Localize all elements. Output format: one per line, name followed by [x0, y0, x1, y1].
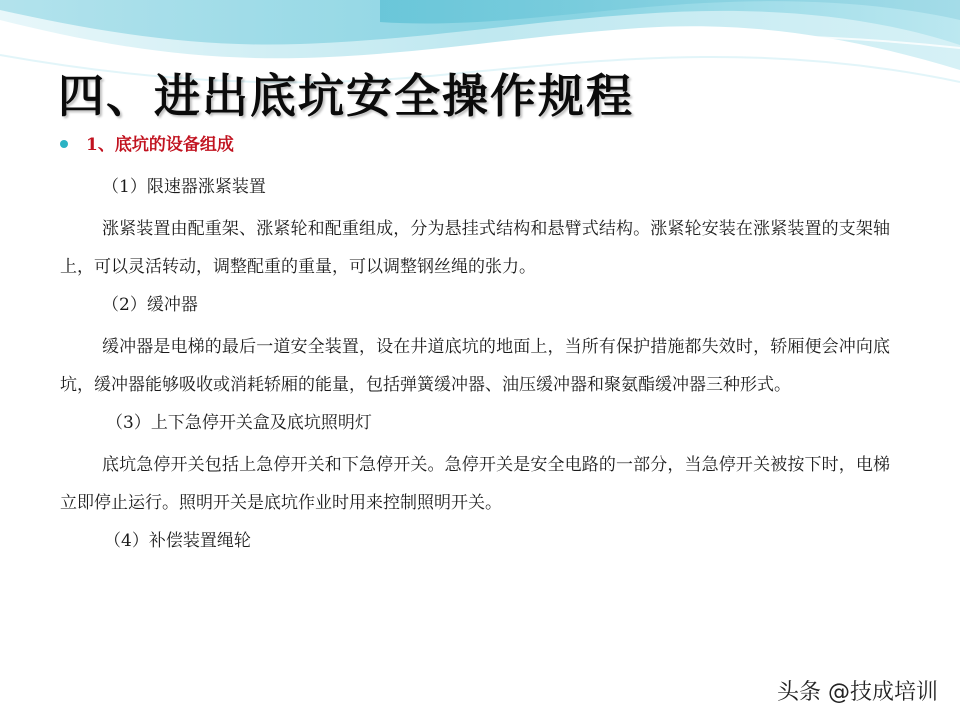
subtitle-1: （1）限速器涨紧装置 [102, 177, 266, 197]
watermark-text: 头条 @技成培训 [777, 680, 938, 705]
section-heading-row [60, 130, 890, 160]
subtitle-3: （3）上下急停开关盒及底坑照明灯 [106, 413, 372, 433]
bullet-dot-icon [60, 140, 68, 148]
slide-title: 四、进出底坑安全操作规程 [58, 69, 634, 123]
paragraph-2: 缓冲器是电梯的最后一道安全装置，设在井道底坑的地面上，当所有保护措施都失效时，轿厢便会冲向底坑，缓冲器能够吸收或消耗轿厢的能量，包括弹簧缓冲器、油压缓冲器和聚氨酯缓冲器三种形式。 [60, 337, 890, 395]
slide-content [60, 130, 890, 560]
section-heading: 1、底坑的设备组成 [86, 135, 234, 155]
subtitle-2: （2）缓冲器 [102, 295, 198, 315]
subtitle-4: （4）补偿装置绳轮 [104, 531, 251, 551]
paragraph-1: 涨紧装置由配重架、涨紧轮和配重组成，分为悬挂式结构和悬臂式结构。涨紧轮安装在涨紧装置的支架轴上，可以灵活转动，调整配重的重量，可以调整钢丝绳的张力。 [60, 219, 890, 277]
paragraph-3: 底坑急停开关包括上急停开关和下急停开关。急停开关是安全电路的一部分，当急停开关被按下时，电梯立即停止运行。照明开关是底坑作业时用来控制照明开关。 [60, 455, 890, 513]
